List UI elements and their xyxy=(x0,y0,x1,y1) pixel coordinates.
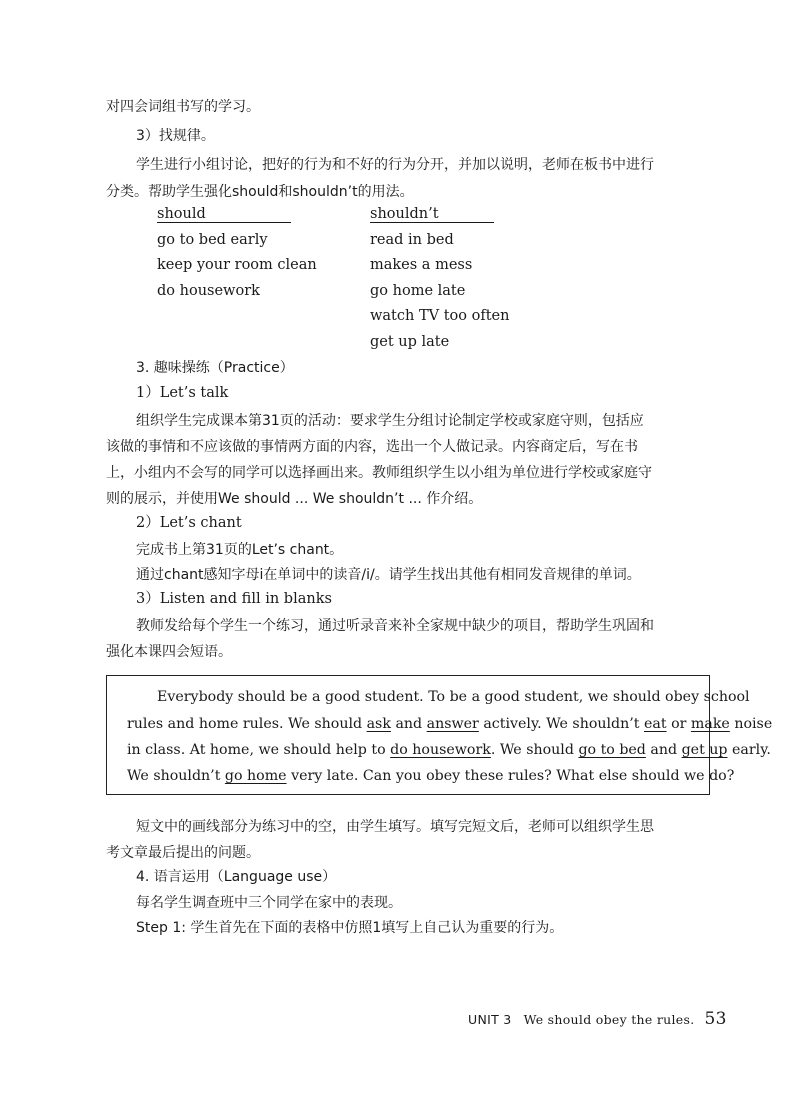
should-header: should xyxy=(157,206,291,223)
paragraph-line: 通过chant感知字母i在单词中的读音/i/。请学生找出其他有相同发音规律的单词。 xyxy=(136,567,641,583)
page-number: 53 xyxy=(704,1009,727,1029)
paragraph-line: 分类。帮助学生强化should和shouldn’t的用法。 xyxy=(106,184,414,200)
subheading-lets-talk: 1）Let’s talk xyxy=(136,385,229,401)
exercise-text: and xyxy=(645,742,682,758)
exercise-text: We shouldn’t xyxy=(127,768,225,784)
paragraph-line: 每名学生调查班中三个同学在家中的表现。 xyxy=(136,895,402,911)
section-language-use-title: 4. 语言运用（Language use） xyxy=(136,869,337,885)
blank-answer: eat xyxy=(644,716,667,732)
paragraph-line: 组织学生完成课本第31页的活动：要求学生分组讨论制定学校或家庭守则，包括应 xyxy=(136,413,644,429)
paragraph-line: 考文章最后提出的问题。 xyxy=(106,845,260,861)
shouldnt-item: makes a mess xyxy=(370,257,473,273)
exercise-text: actively. We shouldn’t xyxy=(478,716,644,732)
blank-answer: do housework xyxy=(390,742,491,758)
shouldnt-item: get up late xyxy=(370,333,450,350)
subheading-listen: 3）Listen and fill in blanks xyxy=(136,591,332,607)
paragraph-line: 教师发给每个学生一个练习，通过听录音来补全家规中缺少的项目，帮助学生巩固和 xyxy=(136,618,654,634)
paragraph-line: 学生进行小组讨论，把好的行为和不好的行为分开，并加以说明，老师在板书中进行 xyxy=(136,157,654,173)
subheading-find-rules: 3）找规律。 xyxy=(136,128,215,144)
should-item: keep your room clean xyxy=(157,257,317,273)
exercise-text: . We should xyxy=(490,742,579,758)
shouldnt-item: go home late xyxy=(370,282,466,299)
exercise-text: and xyxy=(390,716,427,732)
exercise-text: very late. Can you obey these rules? What else should we do? xyxy=(286,768,735,784)
shouldnt-item: read in bed xyxy=(370,231,454,248)
exercise-text: in class. At home, we should help to xyxy=(127,742,391,758)
section-practice-title: 3. 趣味操练（Practice） xyxy=(136,360,294,376)
step1-instruction: Step 1: 学生首先在下面的表格中仿照1填写上自己认为重要的行为。 xyxy=(136,920,564,936)
paragraph-line: 该做的事情和不应该做的事情两方面的内容，选出一个人做记录。内容商定后，写在书 xyxy=(106,439,638,455)
paragraph-line: 则的展示，并使用We should ... We shouldn’t ... 作介绍。 xyxy=(106,491,483,507)
exercise-line xyxy=(127,714,772,734)
shouldnt-header: shouldn’t xyxy=(370,206,494,223)
exercise-text: rules and home rules. We should xyxy=(127,716,367,732)
exercise-box xyxy=(106,675,773,795)
exercise-line xyxy=(127,766,734,786)
shouldnt-item: watch TV too often xyxy=(370,308,510,324)
page-footer xyxy=(468,1009,727,1029)
exercise-text: Everybody should be a good student. To be a good student, we should obey school xyxy=(157,689,750,705)
exercise-line xyxy=(127,740,771,760)
paragraph-line: 短文中的画线部分为练习中的空，由学生填写。填写完短文后，老师可以组织学生思 xyxy=(136,819,654,835)
exercise-text: noise xyxy=(729,716,773,732)
blank-answer: go to bed xyxy=(578,742,646,758)
should-item: do housework xyxy=(157,282,260,299)
blank-answer: answer xyxy=(426,716,479,732)
footer-title: We should obey the rules. xyxy=(523,1012,695,1027)
exercise-line xyxy=(157,687,750,707)
paragraph-line: 强化本课四会短语。 xyxy=(106,644,232,660)
exercise-text: early. xyxy=(727,742,771,758)
shouldnt-column xyxy=(370,204,509,357)
blank-answer: get up xyxy=(681,742,728,758)
should-column xyxy=(157,204,317,306)
subheading-lets-chant: 2）Let’s chant xyxy=(136,515,242,531)
paragraph-line: 完成书上第31页的Let’s chant。 xyxy=(136,542,344,558)
paragraph-line: 上，小组内不会写的同学可以选择画出来。教师组织学生以小组为单位进行学校或家庭守 xyxy=(106,465,652,481)
blank-answer: go home xyxy=(224,768,287,784)
should-item: go to bed early xyxy=(157,231,268,248)
exercise-text: or xyxy=(666,716,691,732)
paragraph-continuation: 对四会词组书写的学习。 xyxy=(106,99,260,115)
blank-answer: make xyxy=(690,716,730,732)
footer-unit: UNIT 3 xyxy=(468,1012,512,1027)
blank-answer: ask xyxy=(366,716,391,732)
